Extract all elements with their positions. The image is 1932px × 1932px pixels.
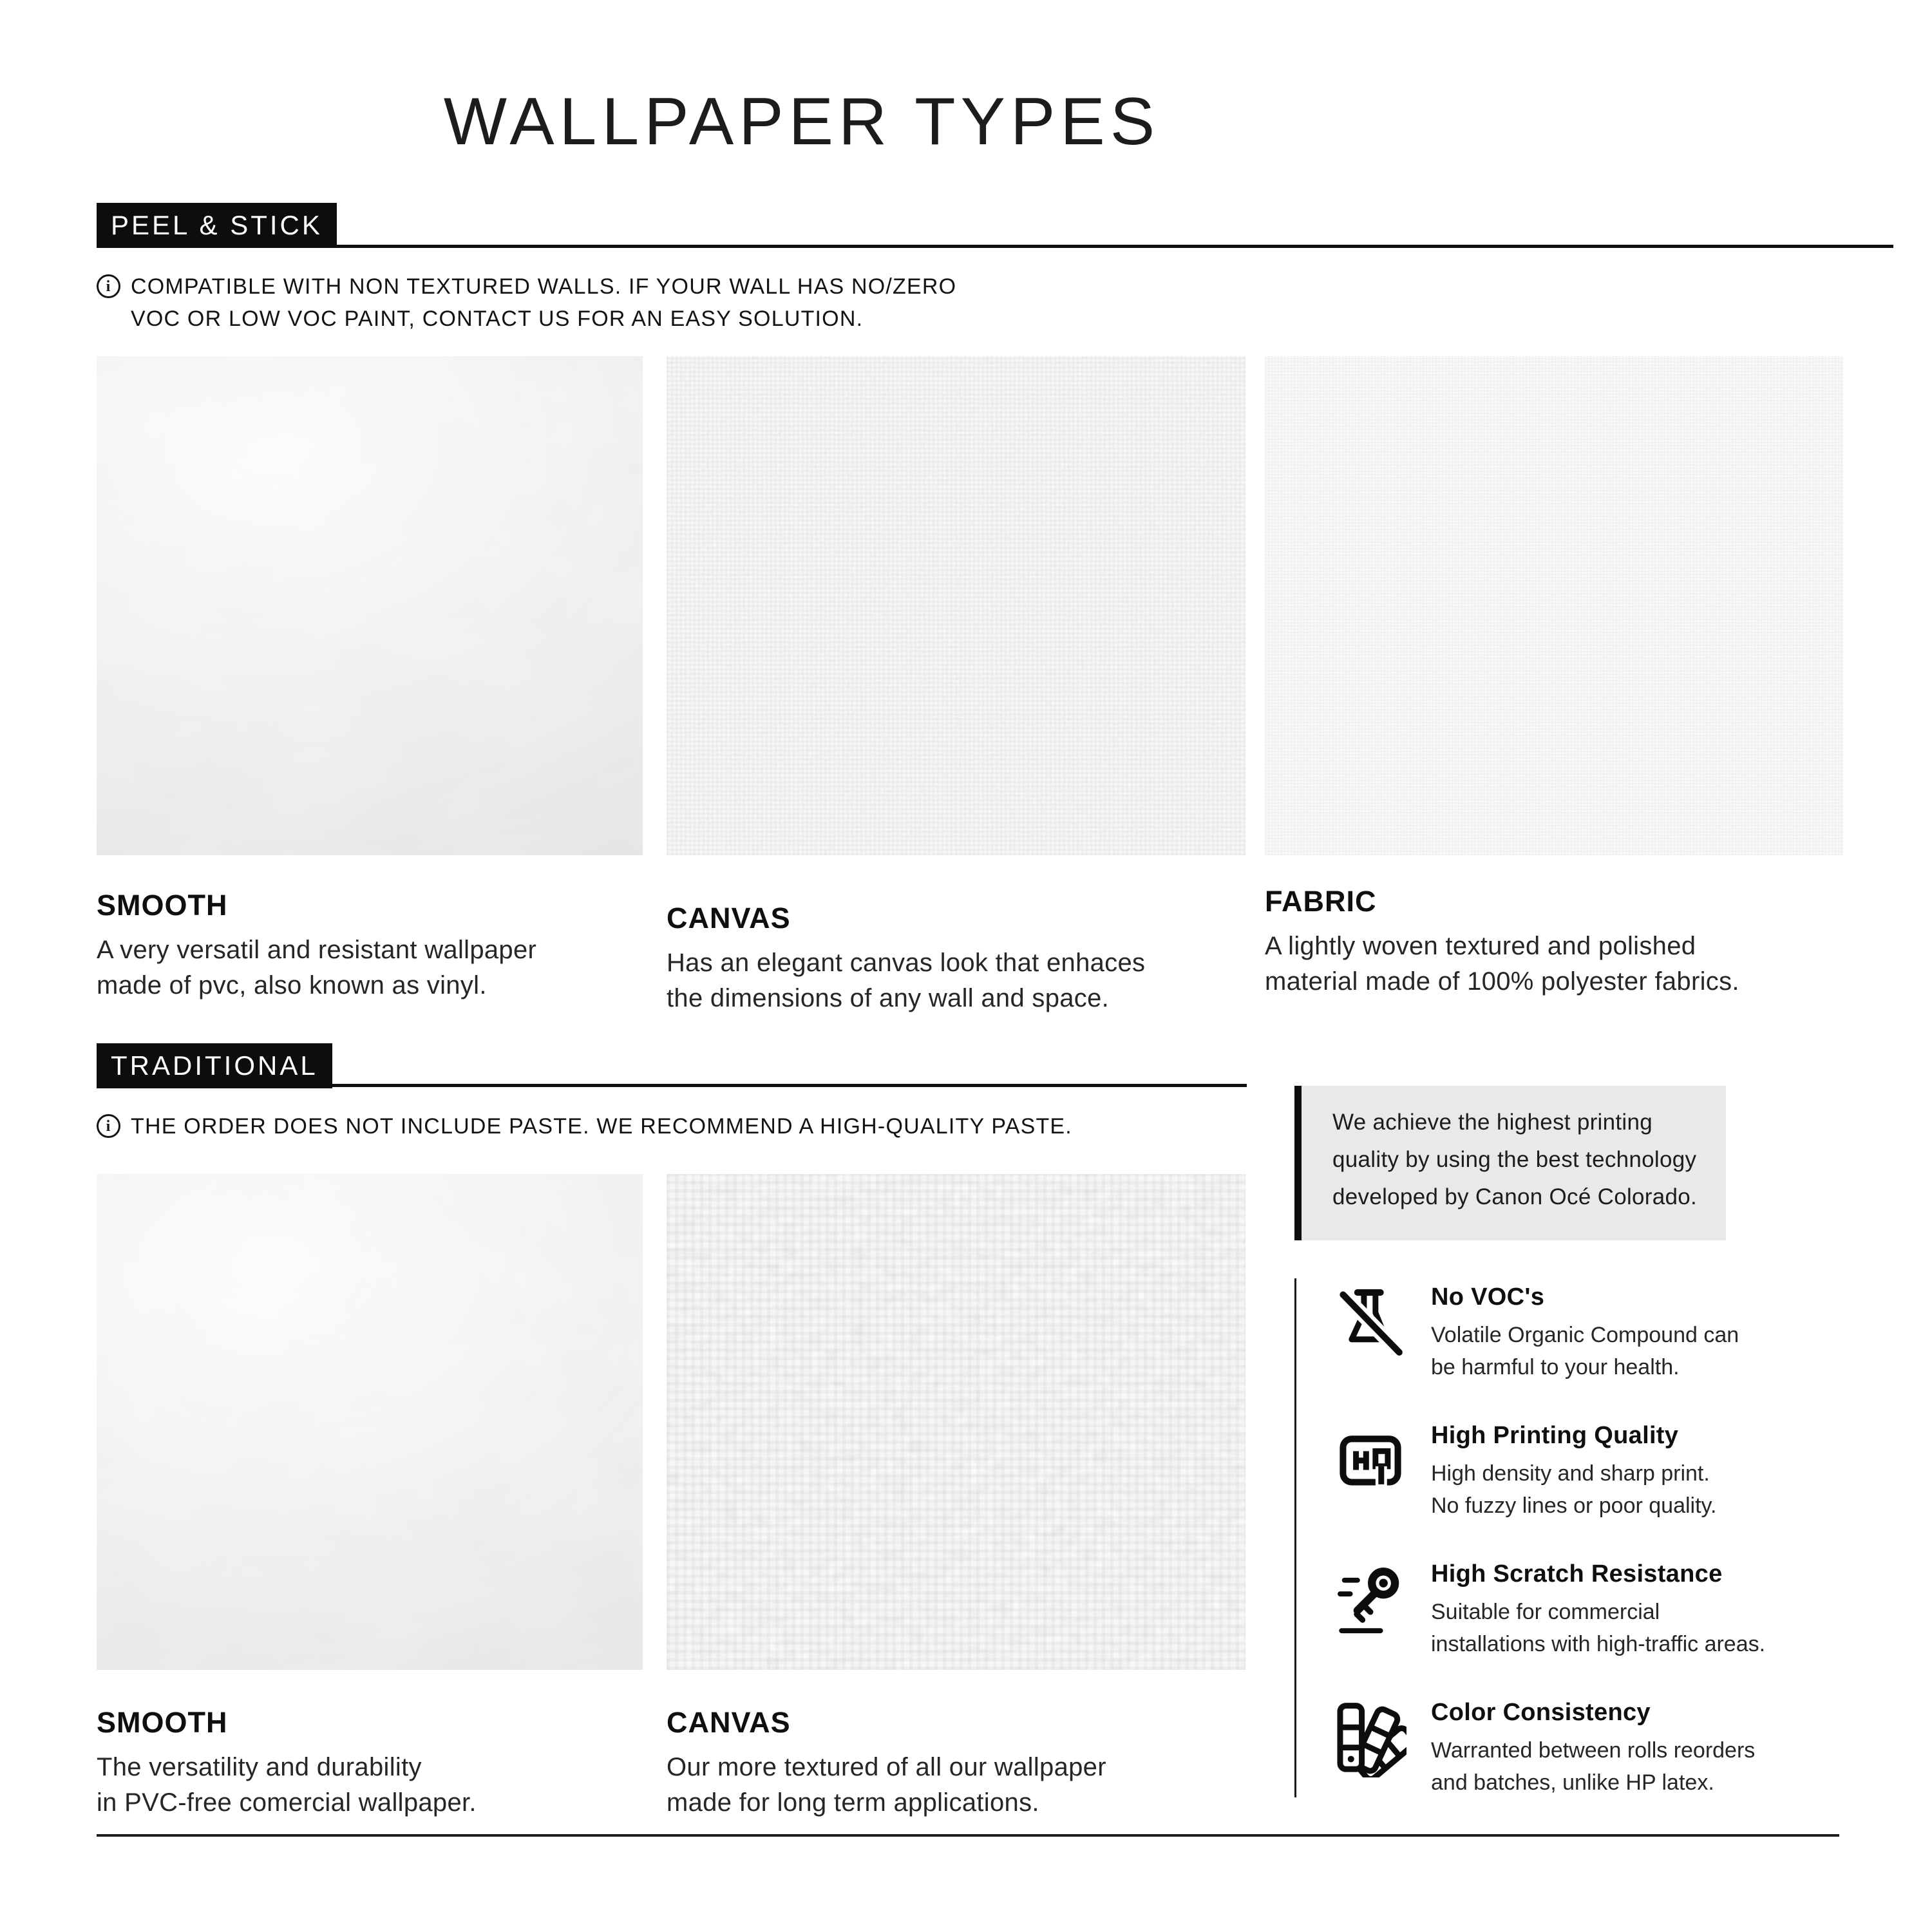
key-scratch-icon [1334, 1560, 1406, 1639]
swatch-label: CANVAS [667, 1706, 791, 1739]
feature-text [1431, 1422, 1716, 1522]
swatch-description: A very versatil and resistant wallpaper made of pvc, also known as vinyl. [97, 936, 537, 999]
feature-title: Color Consistency [1431, 1699, 1651, 1726]
feature-title: High Scratch Resistance [1431, 1560, 1723, 1587]
texture-overlay [667, 1174, 1245, 1670]
section-badge-traditional: TRADITIONAL [97, 1043, 332, 1088]
traditional-note [97, 1110, 1072, 1142]
peel-stick-note-text [131, 270, 956, 335]
note-line: THE ORDER DOES NOT INCLUDE PASTE. WE RECOMMEND A HIGH-QUALITY PASTE. [131, 1114, 1072, 1139]
swatch-label: CANVAS [667, 902, 791, 934]
feature-description: Volatile Organic Compound can be harmful to your health. [1431, 1323, 1739, 1379]
feature-title: No VOC's [1431, 1283, 1545, 1311]
texture-overlay [667, 356, 1245, 855]
feature-title: High Printing Quality [1431, 1422, 1679, 1449]
page-title: WALLPAPER TYPES [443, 84, 1160, 159]
info-icon: i [97, 274, 120, 298]
swatch-label: SMOOTH [97, 1706, 228, 1739]
peel-stick-column-fabric [1265, 356, 1843, 999]
feature-no-vocs [1334, 1283, 1901, 1383]
info-icon: i [97, 1114, 120, 1138]
peel-stick-section-rule [97, 245, 1893, 248]
feature-high-scratch-resistance [1334, 1560, 1901, 1660]
features-divider [1294, 1278, 1296, 1797]
swatch-description: Has an elegant canvas look that enhaces the dimensions of any wall and space. [667, 949, 1146, 1012]
traditional-column-canvas [667, 1174, 1245, 1821]
peel-stick-column-smooth [97, 356, 643, 1003]
peel-stick-column-canvas [667, 356, 1245, 1016]
traditional-column-smooth [97, 1174, 643, 1821]
swatch-traditional-smooth [97, 1174, 643, 1670]
swatch-peel-stick-smooth [97, 356, 643, 855]
printing-quality-callout: We achieve the highest printing quality by using the best technology developed by Canon Océ Colorado. [1294, 1086, 1726, 1240]
texture-overlay [97, 356, 643, 855]
hq-badge-icon [1334, 1422, 1406, 1501]
note-line: VOC OR LOW VOC PAINT, CONTACT US FOR AN EASY SOLUTION. [131, 307, 864, 331]
feature-color-consistency [1334, 1699, 1901, 1799]
texture-overlay [1265, 356, 1843, 855]
swatch-traditional-canvas [667, 1174, 1245, 1670]
texture-overlay [97, 1174, 643, 1670]
swatch-description: Our more textured of all our wallpaper made for long term applications. [667, 1753, 1106, 1817]
swatch-peel-stick-canvas [667, 356, 1245, 855]
note-line: COMPATIBLE WITH NON TEXTURED WALLS. IF YOUR WALL HAS NO/ZERO [131, 274, 957, 299]
traditional-note-text [131, 1110, 1072, 1142]
feature-text [1431, 1283, 1739, 1383]
feature-description: Warranted between rolls reorders and batches, unlike HP latex. [1431, 1738, 1756, 1795]
section-badge-peel-stick: PEEL & STICK [97, 203, 337, 248]
feature-high-printing-quality [1334, 1422, 1901, 1522]
feature-description: Suitable for commercial installations with high-traffic areas. [1431, 1600, 1766, 1656]
feature-text [1431, 1560, 1765, 1660]
no-voc-flask-icon [1334, 1283, 1406, 1362]
swatch-description: A lightly woven textured and polished material made of 100% polyester fabrics. [1265, 932, 1739, 996]
swatch-description: The versatility and durability in PVC-free comercial wallpaper. [97, 1753, 477, 1817]
swatch-label: SMOOTH [97, 889, 228, 922]
feature-description: High density and sharp print. No fuzzy lines or poor quality. [1431, 1461, 1717, 1518]
color-swatches-icon [1334, 1699, 1406, 1777]
peel-stick-note [97, 270, 956, 335]
feature-text [1431, 1699, 1755, 1799]
swatch-label: FABRIC [1265, 885, 1377, 918]
swatch-peel-stick-fabric [1265, 356, 1843, 855]
bottom-rule [97, 1834, 1839, 1837]
